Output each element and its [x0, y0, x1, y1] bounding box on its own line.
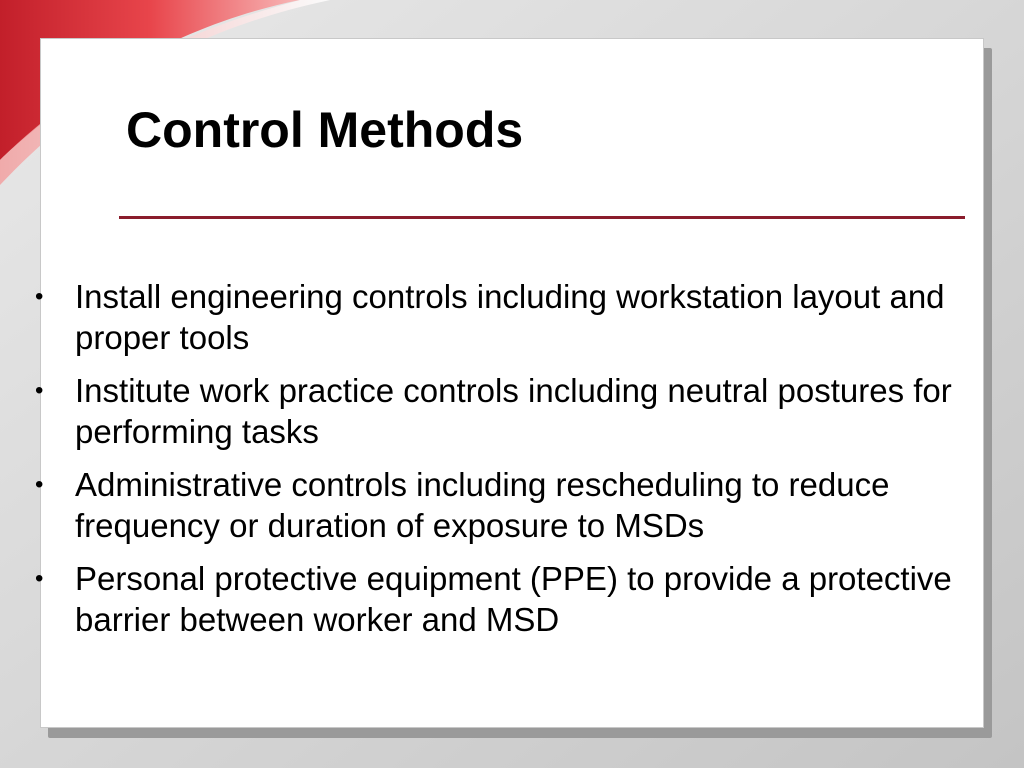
bullet-list [30, 276, 975, 652]
title-underline [119, 216, 965, 219]
bullet-icon: • [35, 565, 44, 592]
bullet-icon: • [35, 377, 44, 404]
bullet-text: Install engineering controls including workstation layout and proper tools [75, 278, 945, 356]
bullet-icon: • [35, 283, 44, 310]
bullet-text: Institute work practice controls including neutral postures for performing tasks [75, 372, 952, 450]
slide-title: Control Methods [126, 102, 524, 158]
bullet-text: Administrative controls including rescheduling to reduce frequency or duration of exposure to MSDs [75, 466, 890, 544]
bullet-item [30, 464, 975, 546]
bullet-item [30, 558, 975, 640]
bullet-text: Personal protective equipment (PPE) to provide a protective barrier between worker and MSD [75, 560, 952, 638]
bullet-item [30, 276, 975, 358]
bullet-icon: • [35, 471, 44, 498]
bullet-item [30, 370, 975, 452]
